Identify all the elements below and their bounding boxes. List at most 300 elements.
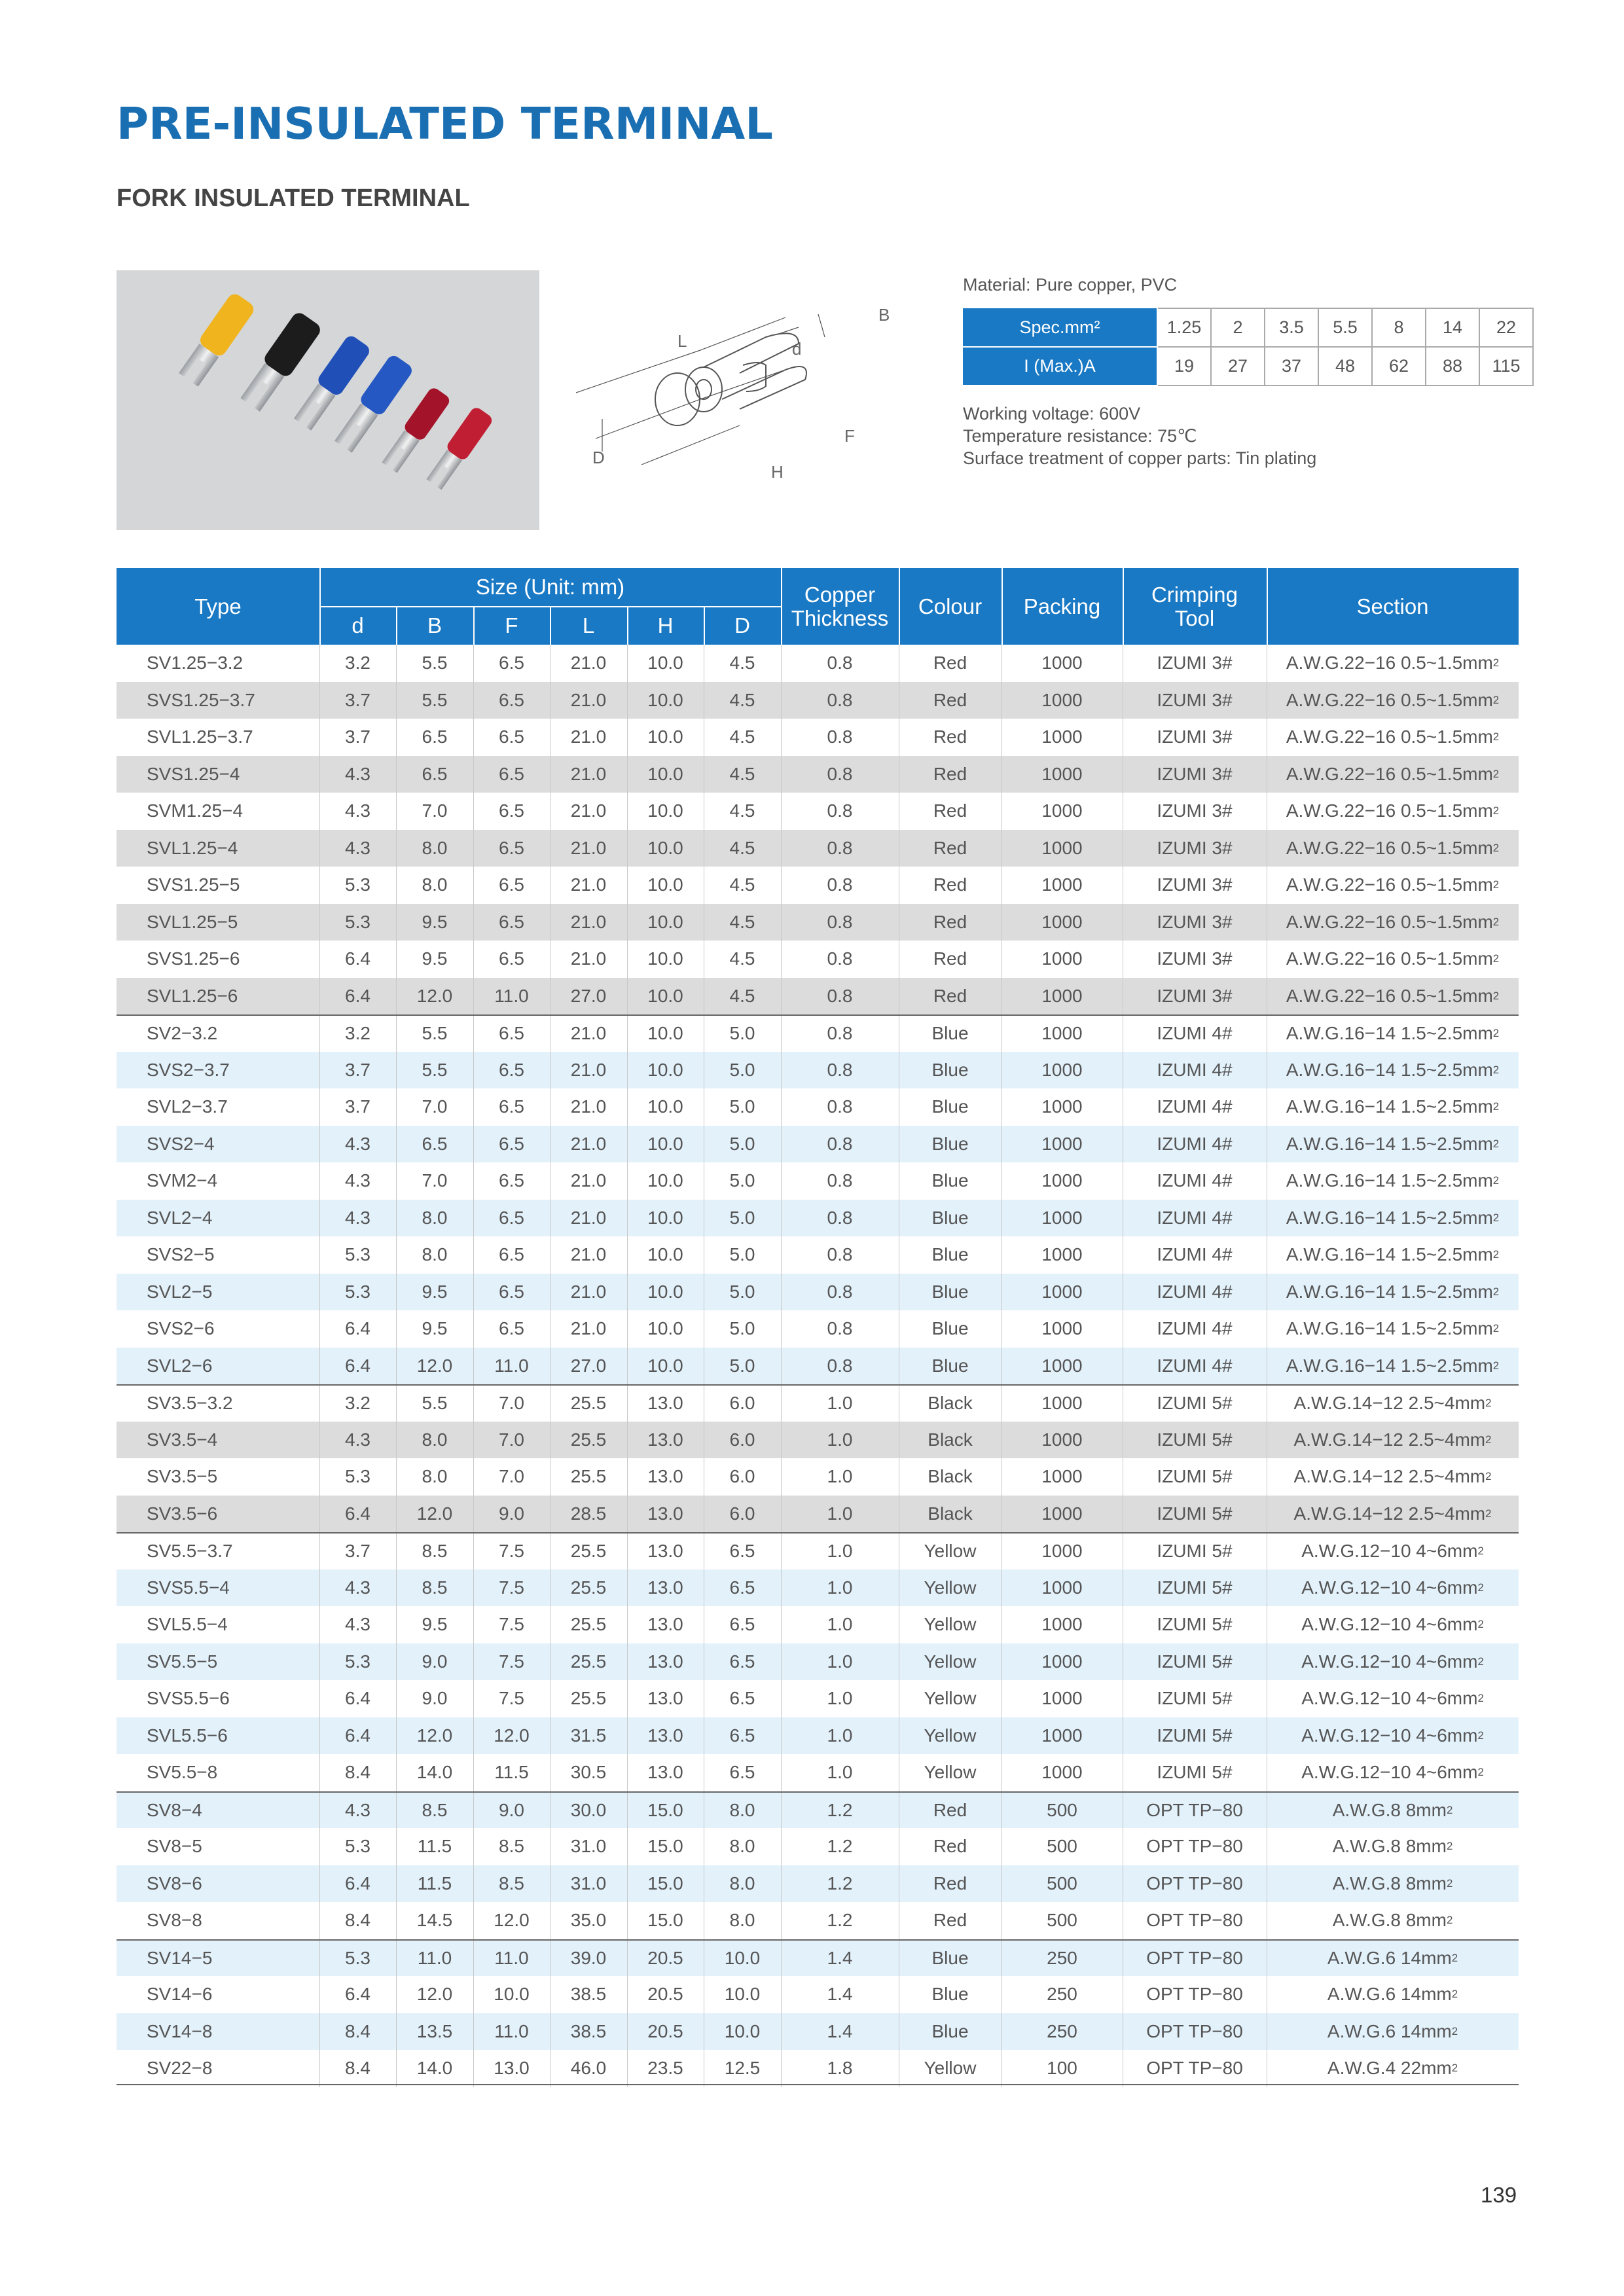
cell-copper-thickness-text: 0.8 — [827, 985, 853, 1006]
column-divider — [627, 756, 628, 793]
cell-B — [396, 1386, 473, 1422]
column-divider — [319, 1680, 320, 1717]
column-divider — [1001, 1458, 1002, 1496]
column-divider — [319, 941, 320, 978]
cell-d-text: 6.4 — [345, 985, 370, 1006]
cell-crimping-tool-text: IZUMI 3# — [1157, 948, 1233, 969]
cell-copper-thickness — [781, 1828, 899, 1865]
cell-copper-thickness-text: 1.8 — [827, 2058, 853, 2079]
cell-packing-text: 1000 — [1041, 1725, 1083, 1746]
cell-d — [319, 1828, 396, 1865]
cell-F-text: 6.5 — [499, 763, 524, 784]
cell-B — [396, 1126, 473, 1163]
column-divider — [396, 1941, 397, 1977]
cell-crimping-tool — [1123, 1016, 1267, 1052]
cell-type-text: SVL5.5−4 — [147, 1614, 228, 1635]
cell-d-text: 6.4 — [345, 1503, 370, 1524]
cell-F — [473, 1236, 550, 1274]
cell-copper-thickness — [781, 1865, 899, 1903]
column-divider — [319, 2050, 320, 2087]
column-divider — [396, 867, 397, 904]
column-divider — [319, 2013, 320, 2051]
cell-d — [319, 1016, 396, 1052]
cell-crimping-tool — [1123, 1570, 1267, 1607]
column-divider — [781, 1496, 782, 1533]
cell-F — [473, 1386, 550, 1422]
cell-packing — [1001, 904, 1123, 941]
column-divider — [473, 756, 474, 793]
cell-packing — [1001, 793, 1123, 830]
cell-d — [319, 719, 396, 756]
cell-copper-thickness-text: 1.0 — [827, 1725, 853, 1746]
cell-colour — [899, 1052, 1001, 1089]
cell-colour — [899, 904, 1001, 941]
cell-D — [704, 645, 781, 682]
cell-type — [117, 1236, 319, 1274]
cell-L-text: 21.0 — [570, 800, 607, 821]
column-divider — [319, 1534, 320, 1570]
cell-D-text: 10.0 — [724, 1947, 761, 1968]
cell-H — [627, 1643, 704, 1681]
cell-copper-thickness-text: 1.0 — [827, 1614, 853, 1635]
cell-D — [704, 1941, 781, 1977]
column-divider — [1001, 1162, 1002, 1200]
cell-section-text: A.W.G.12−10 4~6mm — [1301, 1725, 1478, 1746]
spec-current-table — [963, 308, 1534, 386]
cell-crimping-tool-text: IZUMI 5# — [1157, 1429, 1233, 1450]
column-divider — [627, 1680, 628, 1717]
cell-B-text: 12.0 — [416, 1355, 453, 1376]
cell-type-text: SVS5.5−4 — [147, 1577, 230, 1598]
cell-D-text: 5.0 — [729, 1281, 755, 1302]
cell-colour-text: Black — [928, 1393, 973, 1414]
current-cell: 37 — [1265, 347, 1318, 386]
spec-cell: 2 — [1211, 308, 1265, 347]
cell-B — [396, 1865, 473, 1903]
cell-section-text: A.W.G.12−10 4~6mm — [1301, 1762, 1478, 1783]
cell-B-text: 7.0 — [422, 800, 448, 821]
cell-B-text: 9.5 — [422, 1281, 448, 1302]
cell-copper-thickness-text: 1.0 — [827, 1541, 853, 1562]
cell-H — [627, 1236, 704, 1274]
cell-d-text: 6.4 — [345, 948, 370, 969]
column-divider — [627, 1717, 628, 1755]
cell-F-text: 6.5 — [499, 1133, 524, 1154]
cell-H-text: 10.0 — [647, 1096, 683, 1117]
cell-packing — [1001, 1162, 1123, 1200]
cell-type — [117, 793, 319, 830]
cell-H — [627, 1386, 704, 1422]
table-row — [117, 1162, 1519, 1200]
cell-section-text: A.W.G.16−14 1.5~2.5mm — [1286, 1244, 1493, 1265]
cell-H — [627, 1570, 704, 1607]
cell-packing — [1001, 978, 1123, 1015]
table-row — [117, 1310, 1519, 1348]
column-divider — [473, 1052, 474, 1089]
column-divider — [396, 1422, 397, 1459]
cell-F — [473, 1458, 550, 1496]
cell-section-text: A.W.G.22−16 0.5~1.5mm — [1286, 837, 1493, 858]
cell-colour-text: Red — [933, 689, 967, 710]
cell-D-text: 6.5 — [729, 1725, 755, 1746]
cell-L-text: 25.5 — [570, 1651, 607, 1672]
column-divider — [473, 1200, 474, 1237]
column-divider — [627, 1865, 628, 1903]
header-crimping-tool — [1123, 568, 1267, 645]
cell-type-text: SVS2−5 — [147, 1244, 215, 1265]
column-divider — [473, 978, 474, 1015]
cell-colour — [899, 1126, 1001, 1163]
column-divider — [1001, 1088, 1002, 1126]
cell-crimping-tool — [1123, 904, 1267, 941]
cell-type-text: SV8−6 — [147, 1873, 202, 1893]
column-divider — [627, 1310, 628, 1348]
cell-colour-text: Yellow — [924, 1614, 977, 1635]
cell-L-text: 21.0 — [570, 948, 607, 969]
cell-L — [550, 756, 627, 793]
cell-B — [396, 1643, 473, 1681]
column-divider — [396, 1976, 397, 2013]
cell-copper-thickness — [781, 978, 899, 1015]
cell-B-text: 7.0 — [422, 1170, 448, 1191]
cell-crimping-tool-text: IZUMI 5# — [1157, 1541, 1233, 1562]
cell-H — [627, 941, 704, 978]
column-divider — [627, 1793, 628, 1829]
cell-colour — [899, 1016, 1001, 1052]
cell-type-text: SVS2−6 — [147, 1318, 215, 1339]
cell-F-text: 8.5 — [499, 1836, 524, 1857]
column-divider — [319, 793, 320, 830]
cell-crimping-tool-text: IZUMI 5# — [1157, 1614, 1233, 1635]
spec-row — [963, 308, 1533, 347]
column-divider — [1001, 1606, 1002, 1643]
table-row — [117, 1570, 1519, 1607]
cell-B — [396, 1976, 473, 2013]
cell-L — [550, 2050, 627, 2087]
column-divider — [396, 1200, 397, 1237]
column-divider — [781, 2050, 782, 2087]
table-row — [117, 1828, 1519, 1865]
column-divider — [396, 1126, 397, 1163]
column-divider — [473, 1643, 474, 1681]
cell-B — [396, 793, 473, 830]
cell-packing-text: 1000 — [1041, 1318, 1083, 1339]
cell-colour — [899, 1422, 1001, 1459]
column-divider — [319, 1422, 320, 1459]
column-divider — [473, 1236, 474, 1274]
column-divider — [781, 1606, 782, 1643]
cell-L — [550, 682, 627, 719]
cell-type — [117, 1606, 319, 1643]
cell-colour-text: Yellow — [924, 1762, 977, 1783]
cell-L-text: 27.0 — [570, 1355, 607, 1376]
cell-D-text: 4.5 — [729, 653, 755, 673]
column-divider — [1001, 2050, 1002, 2087]
cell-d-text: 8.4 — [345, 2020, 370, 2041]
cell-D — [704, 978, 781, 1015]
column-divider — [781, 1126, 782, 1163]
cell-packing-text: 1000 — [1041, 1355, 1083, 1376]
cell-H-text: 10.0 — [647, 763, 683, 784]
cell-L-text: 25.5 — [570, 1688, 607, 1709]
cell-type-text: SV5.5−5 — [147, 1651, 218, 1672]
cell-D-text: 6.0 — [729, 1466, 755, 1487]
cell-type-text: SVL2−3.7 — [147, 1096, 228, 1117]
cell-L-text: 21.0 — [570, 837, 607, 858]
cell-type — [117, 1902, 319, 1939]
cell-H-text: 15.0 — [647, 1873, 683, 1893]
column-divider — [1001, 1976, 1002, 2013]
cell-d-text: 4.3 — [345, 837, 370, 858]
cell-colour — [899, 867, 1001, 904]
cell-type — [117, 1348, 319, 1385]
cell-B — [396, 719, 473, 756]
cell-H — [627, 1828, 704, 1865]
cell-F — [473, 1200, 550, 1237]
column-divider — [627, 1052, 628, 1089]
cell-colour-text: Red — [933, 1799, 967, 1820]
cell-copper-thickness — [781, 1458, 899, 1496]
cell-section: A.W.G.8 8mm 2 — [1332, 1836, 1453, 1857]
cell-section: A.W.G.16−14 1.5~2.5mm 2 — [1286, 1318, 1500, 1339]
cell-d — [319, 1236, 396, 1274]
cell-crimping-tool-text: OPT TP−80 — [1146, 2058, 1243, 2079]
cell-copper-thickness-text: 1.4 — [827, 1947, 853, 1968]
cell-crimping-tool-text: IZUMI 5# — [1157, 1688, 1233, 1709]
current-cell: 19 — [1157, 347, 1211, 386]
cell-colour-text: Yellow — [924, 1688, 977, 1709]
cell-L-text: 31.0 — [570, 1873, 607, 1893]
cell-section-text: A.W.G.8 8mm — [1332, 1799, 1447, 1820]
cell-section: A.W.G.22−16 0.5~1.5mm 2 — [1286, 653, 1500, 673]
column-divider — [627, 1976, 628, 2013]
label-L: L — [677, 331, 687, 351]
cell-F-text: 11.0 — [494, 2020, 529, 2041]
cell-copper-thickness — [781, 1717, 899, 1755]
column-divider — [319, 1865, 320, 1903]
cell-packing — [1001, 1200, 1123, 1237]
cell-packing — [1001, 1348, 1123, 1385]
cell-F-text: 6.5 — [499, 653, 524, 673]
cell-copper-thickness — [781, 1236, 899, 1274]
cell-L — [550, 1496, 627, 1533]
table-row — [117, 1126, 1519, 1163]
cell-colour — [899, 978, 1001, 1015]
cell-copper-thickness-text: 1.0 — [827, 1393, 853, 1414]
cell-section: A.W.G.6 14mm 2 — [1327, 2020, 1458, 2041]
column-divider — [781, 1828, 782, 1865]
cell-F-text: 7.0 — [499, 1429, 524, 1450]
cell-crimping-tool-text: IZUMI 4# — [1157, 1059, 1233, 1080]
cell-section-text: A.W.G.16−14 1.5~2.5mm — [1286, 1355, 1493, 1376]
column-divider — [473, 1162, 474, 1200]
cell-section-text: A.W.G.22−16 0.5~1.5mm — [1286, 911, 1493, 932]
cell-packing-text: 1000 — [1041, 763, 1083, 784]
column-divider — [1001, 1310, 1002, 1348]
cell-H — [627, 2050, 704, 2087]
cell-crimping-tool-text: IZUMI 4# — [1157, 1207, 1233, 1228]
cell-section-text: A.W.G.6 14mm — [1327, 2020, 1452, 2041]
cell-crimping-tool — [1123, 1606, 1267, 1643]
cell-B — [396, 756, 473, 793]
cell-type — [117, 682, 319, 719]
cell-F-text: 9.0 — [499, 1503, 524, 1524]
cell-d — [319, 1052, 396, 1089]
cell-colour — [899, 941, 1001, 978]
cell-section: A.W.G.4 22mm 2 — [1327, 2058, 1458, 2079]
column-divider — [627, 1941, 628, 1977]
cell-type-text: SV5.5−3.7 — [147, 1541, 233, 1562]
column-divider — [627, 1496, 628, 1533]
cell-F-text: 7.5 — [499, 1688, 524, 1709]
cell-type — [117, 1458, 319, 1496]
cell-H-text: 13.0 — [647, 1429, 683, 1450]
cell-D-text: 4.5 — [729, 948, 755, 969]
cell-H — [627, 2013, 704, 2051]
cell-type — [117, 2050, 319, 2087]
column-divider — [627, 1348, 628, 1385]
cell-H-text: 10.0 — [647, 1207, 683, 1228]
cell-type — [117, 1016, 319, 1052]
cell-H-text: 13.0 — [647, 1688, 683, 1709]
column-divider — [781, 1236, 782, 1274]
cell-packing-text: 1000 — [1041, 1762, 1083, 1783]
cell-B-text: 12.0 — [416, 985, 453, 1006]
cell-L-text: 21.0 — [570, 763, 607, 784]
cell-F — [473, 1016, 550, 1052]
cell-H — [627, 793, 704, 830]
cell-section-text: A.W.G.12−10 4~6mm — [1301, 1651, 1478, 1672]
cell-packing-text: 1000 — [1041, 1393, 1083, 1414]
cell-section: A.W.G.16−14 1.5~2.5mm 2 — [1286, 1133, 1500, 1154]
cell-D — [704, 1016, 781, 1052]
cell-type — [117, 756, 319, 793]
cell-F — [473, 1126, 550, 1163]
cell-section-text: A.W.G.22−16 0.5~1.5mm — [1286, 874, 1493, 895]
column-divider — [781, 1680, 782, 1717]
header-B: B — [427, 613, 442, 637]
table-row — [117, 1791, 1519, 1829]
cell-d — [319, 1200, 396, 1237]
cell-type-text: SV3.5−3.2 — [147, 1393, 233, 1414]
cell-D-text: 6.0 — [729, 1393, 755, 1414]
cell-packing-text: 1000 — [1041, 1023, 1083, 1044]
cell-d — [319, 1606, 396, 1643]
cell-B-text: 11.5 — [417, 1873, 452, 1893]
cell-d-text: 4.3 — [345, 1799, 370, 1820]
cell-section-text: A.W.G.22−16 0.5~1.5mm — [1286, 763, 1493, 784]
cell-H-text: 20.5 — [647, 1984, 683, 2005]
cell-B-text: 9.5 — [422, 911, 448, 932]
cell-crimping-tool — [1123, 756, 1267, 793]
cell-copper-thickness-text: 0.8 — [827, 689, 853, 710]
cell-F-text: 13.0 — [494, 2058, 530, 2079]
cell-copper-thickness-text: 0.8 — [827, 653, 853, 673]
column-divider — [473, 1865, 474, 1903]
cell-section-text: A.W.G.16−14 1.5~2.5mm — [1286, 1059, 1493, 1080]
column-divider — [319, 1386, 320, 1422]
cell-type — [117, 867, 319, 904]
cell-d-text: 3.7 — [345, 726, 370, 747]
cell-L — [550, 1717, 627, 1755]
cell-crimping-tool — [1123, 1052, 1267, 1089]
cell-L-text: 31.0 — [570, 1836, 607, 1857]
cell-packing-text: 1000 — [1041, 1688, 1083, 1709]
cell-section: A.W.G.22−16 0.5~1.5mm 2 — [1286, 874, 1500, 895]
cell-section-text: A.W.G.8 8mm — [1332, 1873, 1447, 1893]
cell-colour — [899, 1680, 1001, 1717]
column-divider — [319, 1126, 320, 1163]
cell-H — [627, 1458, 704, 1496]
cell-packing — [1001, 1310, 1123, 1348]
cell-packing — [1001, 1422, 1123, 1459]
cell-copper-thickness — [781, 1976, 899, 2013]
cell-D-text: 4.5 — [729, 726, 755, 747]
cell-copper-thickness — [781, 1310, 899, 1348]
cell-copper-thickness-text: 0.8 — [827, 1207, 853, 1228]
cell-d-text: 3.7 — [345, 1541, 370, 1562]
column-divider — [319, 830, 320, 867]
cell-F-text: 6.5 — [499, 948, 524, 969]
column-divider — [627, 1274, 628, 1311]
cell-F-text: 10.0 — [494, 1984, 530, 2005]
cell-copper-thickness — [781, 1941, 899, 1977]
column-divider — [473, 904, 474, 941]
column-divider — [1001, 1236, 1002, 1274]
cell-L — [550, 1941, 627, 1977]
cell-L — [550, 1680, 627, 1717]
cell-B-text: 14.5 — [416, 1910, 453, 1931]
cell-colour — [899, 1865, 1001, 1903]
cell-F — [473, 1496, 550, 1533]
cell-crimping-tool — [1123, 1310, 1267, 1348]
cell-packing — [1001, 1088, 1123, 1126]
table-row — [117, 1865, 1519, 1903]
cell-H-text: 10.0 — [647, 911, 683, 932]
cell-F — [473, 1680, 550, 1717]
spec-row-label: Spec.mm² — [963, 308, 1157, 347]
cell-L — [550, 793, 627, 830]
cell-B — [396, 1162, 473, 1200]
cell-L — [550, 1386, 627, 1422]
cell-packing-text: 1000 — [1041, 1170, 1083, 1191]
column-divider — [473, 830, 474, 867]
cell-packing — [1001, 867, 1123, 904]
cell-B-text: 8.0 — [422, 1207, 448, 1228]
column-divider — [396, 793, 397, 830]
cell-copper-thickness-text: 0.8 — [827, 800, 853, 821]
cell-packing — [1001, 2013, 1123, 2051]
cell-F — [473, 1606, 550, 1643]
cell-d — [319, 1458, 396, 1496]
cell-section-text: A.W.G.22−16 0.5~1.5mm — [1286, 726, 1493, 747]
cell-d — [319, 1976, 396, 2013]
column-divider — [1001, 1348, 1002, 1385]
cell-colour-text: Yellow — [924, 1725, 977, 1746]
column-divider — [473, 1274, 474, 1311]
cell-packing — [1001, 1902, 1123, 1939]
cell-B — [396, 978, 473, 1015]
cell-D — [704, 941, 781, 978]
cell-H-text: 13.0 — [647, 1577, 683, 1598]
cell-packing — [1001, 1534, 1123, 1570]
column-divider — [1001, 1052, 1002, 1089]
cell-d-text: 8.4 — [345, 1762, 370, 1783]
cell-H — [627, 1016, 704, 1052]
cell-d-text: 4.3 — [345, 1429, 370, 1450]
cell-section: A.W.G.22−16 0.5~1.5mm 2 — [1286, 763, 1500, 784]
cell-packing-text: 1000 — [1041, 1651, 1083, 1672]
